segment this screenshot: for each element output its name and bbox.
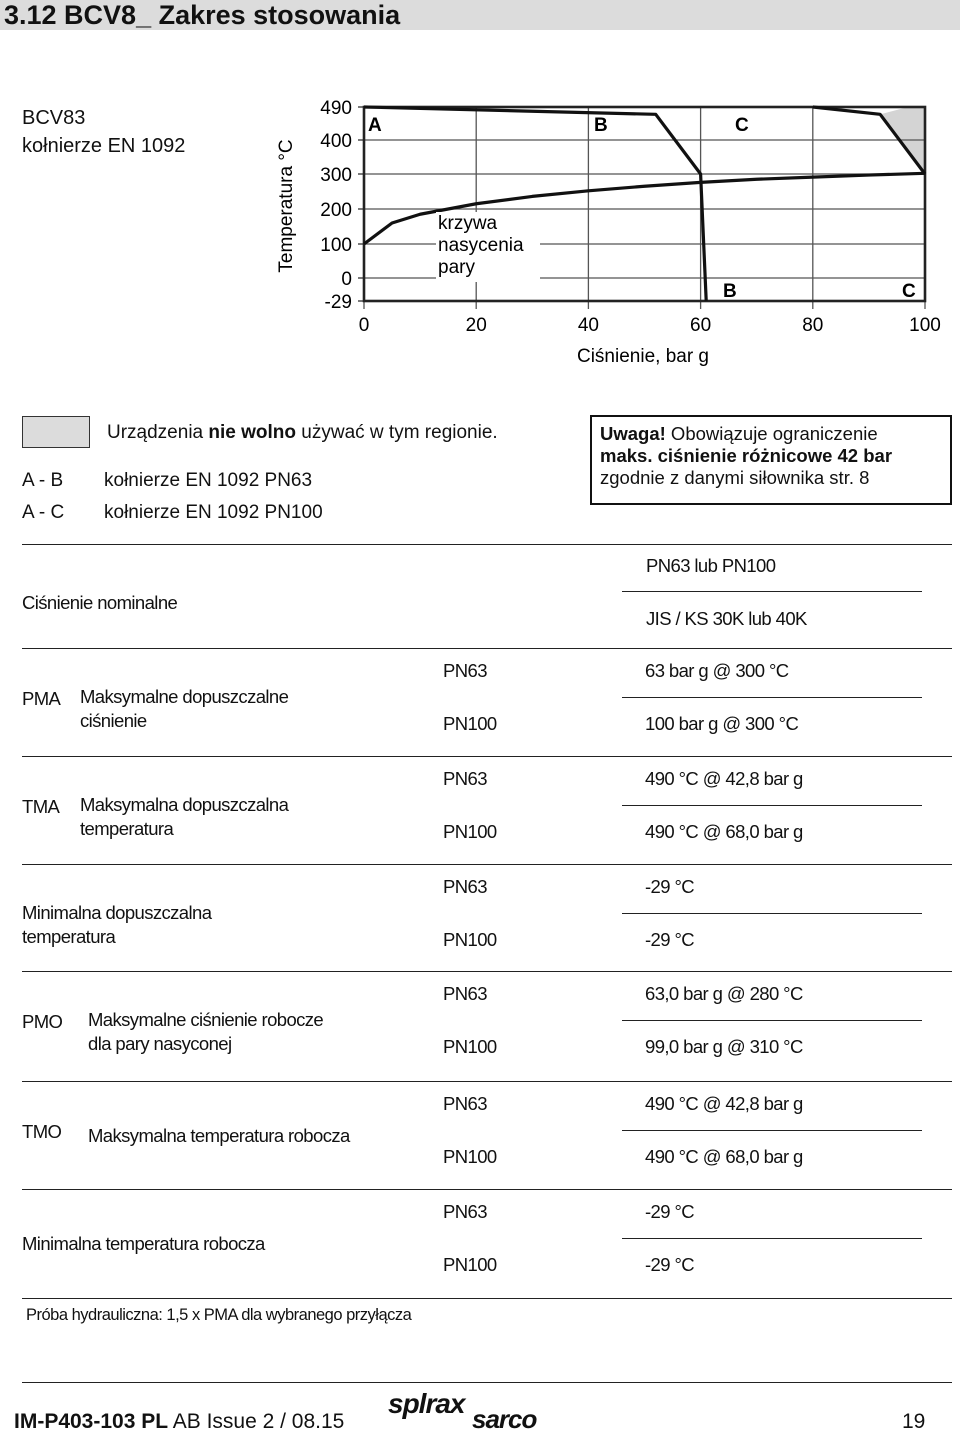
row-rating-2: PN100 <box>443 821 497 842</box>
y-tick-label: 200 <box>320 200 352 221</box>
table-footnote: Próba hydrauliczna: 1,5 x PMA dla wybranego przyłącza <box>26 1306 412 1324</box>
row-rating-2: PN100 <box>443 713 497 734</box>
row-inner-rule <box>622 1130 922 1131</box>
brand-logo-top: splrax <box>388 1388 465 1419</box>
y-axis-label: Temperatura °C <box>276 139 297 273</box>
row-code: TMO <box>22 1121 62 1142</box>
row-label: Maksymalne ciśnienie robocze <box>88 1009 324 1030</box>
row-code: TMA <box>22 796 60 817</box>
page-number: 19 <box>902 1410 926 1433</box>
row-rating-2: PN100 <box>443 929 497 950</box>
page-title: 3.12 BCV8_ Zakres stosowania <box>4 0 401 30</box>
footer-rule <box>22 1382 952 1383</box>
y-tick-label: 0 <box>341 269 352 290</box>
row-label-continued: ciśnienie <box>80 710 147 731</box>
row-inner-rule <box>622 697 922 698</box>
legend-text-ab: kołnierze EN 1092 PN63 <box>104 470 313 491</box>
row-rating-1: PN63 <box>443 768 487 789</box>
row-separator <box>22 1081 952 1082</box>
y-tick-label: 400 <box>320 131 352 152</box>
warning-box: Uwaga! Obowiązuje ograniczenie maks. ciśnienie różnicowe 42 bar zgodnie z danymi siłownika str. 8 <box>590 415 952 505</box>
row-label: Minimalna temperatura robocza <box>22 1233 265 1254</box>
legend-key-ab: A - B <box>22 470 64 491</box>
y-tick-label: 300 <box>320 165 352 186</box>
x-tick-label: 40 <box>577 315 599 336</box>
row-label: Minimalna dopuszczalna <box>22 902 212 923</box>
row-rating-1: PN63 <box>443 876 487 897</box>
row-value-1: 490 °C @ 42,8 bar g <box>645 768 803 789</box>
row-value-2: 99,0 bar g @ 310 °C <box>645 1036 803 1057</box>
row-inner-rule <box>622 805 922 806</box>
x-axis-label: Ciśnienie, bar g <box>576 346 710 367</box>
row-rating-1: PN63 <box>443 1093 487 1114</box>
warning-label: Uwaga! <box>600 423 666 444</box>
y-tick-label: 100 <box>320 235 352 256</box>
row-inner-rule <box>622 1238 922 1239</box>
legend-text-ac: kołnierze EN 1092 PN100 <box>104 502 323 523</box>
row-value-2: 490 °C @ 68,0 bar g <box>645 1146 803 1167</box>
row-rating-2: PN100 <box>443 1146 497 1167</box>
curve-label-line3: pary <box>438 257 475 278</box>
table-top-rule <box>22 544 952 545</box>
document-reference: IM-P403-103 PL AB Issue 2 / 08.15 <box>14 1410 345 1433</box>
row-inner-rule <box>622 1020 922 1021</box>
row-label: Maksymalna temperatura robocza <box>88 1125 350 1146</box>
curve-label-line2: nasycenia <box>438 235 524 256</box>
row-rating-1: PN63 <box>443 1201 487 1222</box>
row-code: PMA <box>22 688 61 709</box>
row-separator <box>22 756 952 757</box>
row-inner-rule <box>622 913 922 914</box>
legend-key-ac: A - C <box>22 502 65 523</box>
x-tick-label: 0 <box>358 315 370 336</box>
row-separator <box>22 864 952 865</box>
y-tick-label: -29 <box>324 292 352 313</box>
row-label-continued: temperatura <box>80 818 174 839</box>
row-rating-2: PN100 <box>443 1254 497 1275</box>
x-tick-label: 80 <box>802 315 824 336</box>
row-label-continued: temperatura <box>22 926 116 947</box>
row-rating-2: PN100 <box>443 1036 497 1057</box>
table-header-label: Ciśnienie nominalne <box>22 592 178 613</box>
row-label: Maksymalne dopuszczalne <box>80 686 289 707</box>
row-separator <box>22 1189 952 1190</box>
row-separator <box>22 648 952 649</box>
brand-logo-bottom: sarco <box>472 1404 537 1434</box>
shaded-region-note: Urządzenia nie wolno używać w tym regionie. <box>107 422 498 443</box>
row-value-2: -29 °C <box>645 929 695 950</box>
x-tick-label: 20 <box>465 315 487 336</box>
row-value-1: -29 °C <box>645 1201 695 1222</box>
annotation-a: A <box>368 115 382 136</box>
annotation-c-bottom: C <box>902 281 916 302</box>
product-name: BCV83 <box>22 107 86 129</box>
row-rating-1: PN63 <box>443 983 487 1004</box>
table-header-split <box>622 591 922 592</box>
row-value-2: 100 bar g @ 300 °C <box>645 713 799 734</box>
table-header-option1: PN63 lub PN100 <box>646 555 776 576</box>
shaded-region-swatch <box>22 416 90 448</box>
row-label: Maksymalna dopuszczalna <box>80 794 289 815</box>
row-rating-1: PN63 <box>443 660 487 681</box>
annotation-b-top: B <box>594 115 608 136</box>
annotation-b-bottom: B <box>723 281 737 302</box>
row-value-1: -29 °C <box>645 876 695 897</box>
x-tick-label: 100 <box>909 315 941 336</box>
row-value-2: 490 °C @ 68,0 bar g <box>645 821 803 842</box>
row-code: PMO <box>22 1011 63 1032</box>
row-value-1: 490 °C @ 42,8 bar g <box>645 1093 803 1114</box>
table-header-option2: JIS / KS 30K lub 40K <box>646 608 807 629</box>
row-separator <box>22 971 952 972</box>
curve-label-line1: krzywa <box>438 213 498 234</box>
annotation-c-top: C <box>735 115 749 136</box>
y-tick-label: 490 <box>320 98 352 119</box>
row-value-1: 63,0 bar g @ 280 °C <box>645 983 803 1004</box>
table-bottom-rule <box>22 1298 952 1299</box>
product-flange: kołnierze EN 1092 <box>22 135 186 157</box>
x-tick-label: 60 <box>690 315 712 336</box>
row-value-1: 63 bar g @ 300 °C <box>645 660 789 681</box>
warning-reference: zgodnie z danymi siłownika str. 8 <box>600 467 870 488</box>
pressure-temperature-chart <box>0 90 960 380</box>
row-value-2: -29 °C <box>645 1254 695 1275</box>
warning-limit: maks. ciśnienie różnicowe 42 bar <box>600 445 893 466</box>
row-label-continued: dla pary nasyconej <box>88 1033 232 1054</box>
